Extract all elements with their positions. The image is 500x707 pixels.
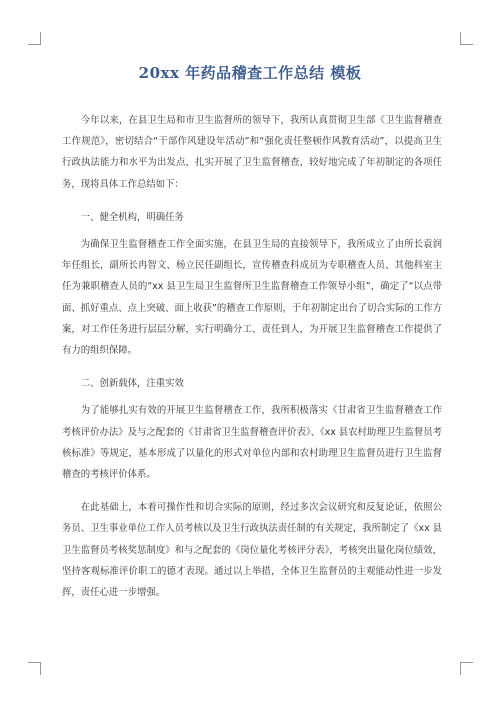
document-title: 20xx 年药品稽查工作总结 模板	[138, 64, 362, 82]
section-heading-2: 二、创新载体，注重实效	[80, 378, 184, 390]
crop-mark-bottom-right	[460, 662, 473, 675]
crop-mark-top-right	[460, 32, 473, 45]
section-2-paragraph-2: 在此基础上，本着可操作性和切合实际的原则，经过多次会议研究和反复论证，依照公务员、卫生事业单位工作人员考核以及卫生行政执法责任制的有关规定，我所制定了《xx 县卫生监督员考核奖惩制度》和与之配套的《岗位量化考核评分表》，考核突出量化岗位绩效，坚持客观标准评价职工的德才表现。通过以上举措，全体卫生监督员的主观能动性进一步发挥，责任心进一步增强。	[62, 502, 442, 599]
document-body	[62, 110, 442, 615]
section-1-paragraph: 为确保卫生监督稽查工作全面实施，在县卫生局的直接领导下，我所成立了由所长袁润年任组长，副所长冉智文、杨立民任副组长，宣传稽查科成员为专职稽查人员、其他科室主任为兼职稽查人员的“xx 县卫生局卫生监督所卫生监督稽查工作领导小组”，确定了“以点带面、抓好重点、点上突破、面上收获”的稽查工作原则，于年初制定出台了切合实际的工作方案，对工作任务进行层层分解，实行明确分工、责任到人，为开展卫生监督稽查工作提供了有力的组织保障。	[62, 239, 442, 357]
crop-mark-top-left	[28, 32, 41, 45]
section-2-paragraph-1: 为了能够扎实有效的开展卫生监督稽查工作，我所积极落实《甘肃省卫生监督稽查工作考核评价办法》及与之配套的《甘肃省卫生监督稽查评价表》、《xx 县农村助理卫生监督员考核标准》等规定，基本形成了以量化的形式对单位内部和农村助理卫生监督员进行卫生监督稽查的考核评价体系。	[62, 405, 442, 481]
crop-mark-bottom-left	[28, 662, 41, 675]
intro-paragraph: 今年以来，在县卫生局和市卫生监督所的领导下，我所认真贯彻卫生部《卫生监督稽查工作规范》，密切结合“干部作风建设年活动”和“强化责任整顿作风教育活动”，以提高卫生行政执法能力和水平为出发点，扎实开展了卫生监督稽查，较好地完成了年初制定的各项任务，现将具体工作总结如下：	[62, 115, 442, 190]
section-heading-1: 一、健全机构，明确任务	[80, 211, 184, 223]
